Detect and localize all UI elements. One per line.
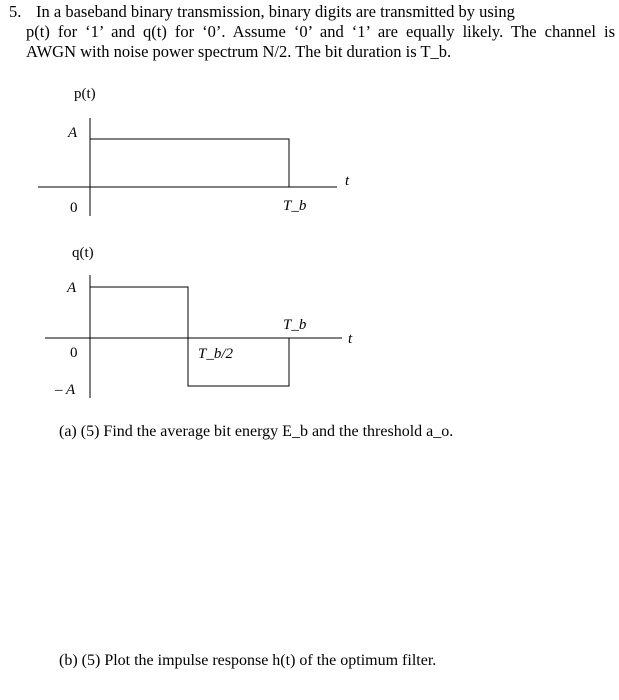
problem-line-2: p(t) for ‘1’ and q(t) for ‘0’. Assume ‘0’ and ‘1’ are equally likely. The channel is	[26, 22, 615, 41]
q-title: q(t)	[72, 245, 94, 261]
p-amp-label: A	[68, 125, 78, 141]
p-origin-label: 0	[70, 200, 78, 216]
q-neg-amp-label: – A	[55, 382, 76, 398]
q-tb-label: T_b	[283, 317, 307, 333]
figure-q	[45, 245, 353, 398]
p-tb-label: T_b	[283, 198, 307, 214]
p-pulse	[90, 139, 289, 187]
q-pulse	[90, 287, 289, 386]
q-origin-label: 0	[70, 345, 78, 361]
figure-p	[38, 86, 350, 216]
question-a: (a) (5) Find the average bit energy E_b and the threshold a_o.	[59, 423, 454, 440]
q-axis-label: t	[348, 331, 353, 347]
p-axis-label: t	[345, 173, 350, 189]
problem-line-3: AWGN with noise power spectrum N/2. The bit duration is T_b.	[26, 42, 452, 61]
p-title: p(t)	[74, 86, 96, 102]
q-amp-label: A	[67, 280, 77, 296]
problem-number: 5.	[9, 2, 22, 21]
problem-line-1: In a baseband binary transmission, binary digits are transmitted by using	[36, 2, 515, 21]
q-half-label: T_b/2	[198, 346, 234, 362]
question-b: (b) (5) Plot the impulse response h(t) of the optimum filter.	[59, 652, 437, 669]
